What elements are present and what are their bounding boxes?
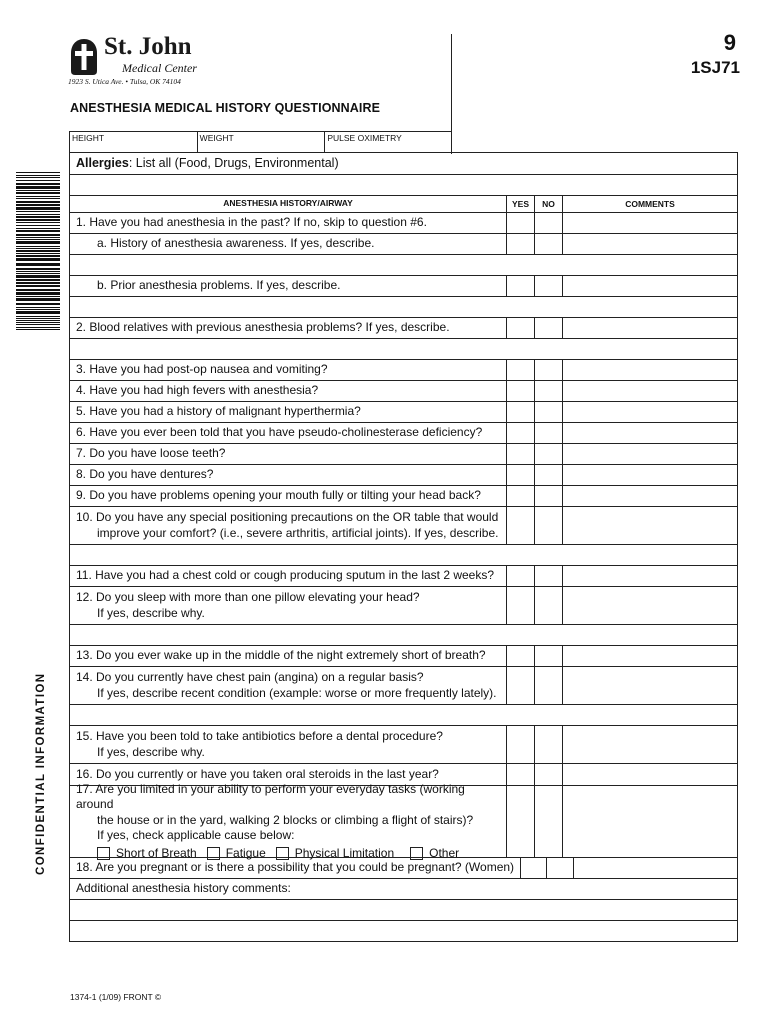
- question-text-cont: the house or in the yard, walking 2 blocks or climbing a flight of stairs)?: [97, 812, 474, 827]
- question-text: a. History of anesthesia awareness. If yes, describe.: [97, 236, 375, 251]
- yes-box[interactable]: [506, 381, 534, 401]
- no-box[interactable]: [534, 764, 562, 785]
- question-text: 1. Have you had anesthesia in the past? If no, skip to question #6.: [76, 215, 427, 230]
- yes-box[interactable]: [506, 213, 534, 233]
- logo-address: 1923 S. Utica Ave. • Tulsa, OK 74104: [68, 77, 181, 86]
- no-box[interactable]: [534, 423, 562, 443]
- no-box[interactable]: [546, 858, 572, 878]
- no-box[interactable]: [534, 507, 562, 544]
- no-box[interactable]: [534, 726, 562, 763]
- question-text: 4. Have you had high fevers with anesthesia?: [76, 383, 319, 398]
- question-text: 18. Are you pregnant or is there a possibility that you could be pregnant? (Women): [76, 860, 515, 875]
- question-row-18: [70, 857, 737, 878]
- question-row-1a: [70, 233, 737, 254]
- answer-line[interactable]: [70, 624, 737, 645]
- yes-box[interactable]: [506, 423, 534, 443]
- no-box[interactable]: [534, 465, 562, 485]
- question-text: 15. Have you been told to take antibiotics before a dental procedure?: [76, 728, 443, 743]
- yes-box[interactable]: [506, 486, 534, 506]
- option-label: Short of Breath: [116, 845, 197, 860]
- comments-box[interactable]: [562, 276, 737, 296]
- height-label: HEIGHT: [72, 133, 105, 143]
- no-box[interactable]: [534, 486, 562, 506]
- question-row-13: [70, 645, 737, 666]
- comments-box[interactable]: [562, 486, 737, 506]
- question-row-9: [70, 485, 737, 506]
- question-text: 7. Do you have loose teeth?: [76, 446, 226, 461]
- comments-box[interactable]: [562, 318, 737, 338]
- additional-comments-line[interactable]: [70, 899, 737, 920]
- question-row-3: [70, 359, 737, 380]
- question-text: 6. Have you ever been told that you have pseudo-cholinesterase deficiency?: [76, 425, 483, 440]
- comments-box[interactable]: [562, 786, 737, 857]
- question-text: 11. Have you had a chest cold or cough producing sputum in the last 2 weeks?: [76, 568, 495, 583]
- comments-box[interactable]: [562, 402, 737, 422]
- table-header: [70, 195, 737, 212]
- cross-icon: [70, 38, 98, 76]
- answer-line[interactable]: [70, 544, 737, 565]
- yes-box[interactable]: [506, 507, 534, 544]
- question-text: 13. Do you ever wake up in the middle of the night extremely short of breath?: [76, 648, 486, 663]
- question-row-6: [70, 422, 737, 443]
- comments-box[interactable]: [562, 423, 737, 443]
- additional-comments-label: Additional anesthesia history comments:: [76, 881, 291, 896]
- yes-header: YES: [506, 196, 534, 212]
- comments-box[interactable]: [562, 667, 737, 704]
- yes-box[interactable]: [506, 764, 534, 785]
- question-row-7: [70, 443, 737, 464]
- no-box[interactable]: [534, 667, 562, 704]
- yes-box[interactable]: [506, 444, 534, 464]
- answer-line[interactable]: [70, 704, 737, 725]
- yes-box[interactable]: [506, 360, 534, 380]
- question-row-8: [70, 464, 737, 485]
- question-text-cont: If yes, check applicable cause below:: [97, 828, 295, 843]
- yes-box[interactable]: [520, 858, 546, 878]
- yes-box[interactable]: [506, 587, 534, 624]
- barcode: [16, 172, 60, 332]
- question-text: b. Prior anesthesia problems. If yes, describe.: [97, 278, 341, 293]
- question-row-10: [70, 506, 737, 544]
- question-text: 5. Have you had a history of malignant hyperthermia?: [76, 404, 361, 419]
- question-text: 9. Do you have problems opening your mouth fully or tilting your head back?: [76, 488, 481, 503]
- comments-box[interactable]: [562, 566, 737, 586]
- comments-box[interactable]: [562, 360, 737, 380]
- no-box[interactable]: [534, 276, 562, 296]
- question-row-14: [70, 666, 737, 704]
- confidential-label: CONFIDENTIAL INFORMATION: [35, 672, 47, 875]
- document-title: ANESTHESIA MEDICAL HISTORY QUESTIONNAIRE: [70, 101, 381, 115]
- yes-box[interactable]: [506, 726, 534, 763]
- question-row-12: [70, 586, 737, 624]
- yes-box[interactable]: [506, 318, 534, 338]
- option-label: Other: [429, 845, 460, 860]
- no-box[interactable]: [534, 234, 562, 254]
- question-text: 16. Do you currently or have you taken oral steroids in the last year?: [76, 766, 439, 781]
- no-box[interactable]: [534, 646, 562, 666]
- questionnaire-form: [69, 152, 738, 942]
- allergies-row[interactable]: [70, 153, 737, 174]
- allergies-label: Allergies: [76, 156, 129, 170]
- form-code: 1SJ71: [690, 58, 740, 77]
- no-box[interactable]: [534, 587, 562, 624]
- question-row-11: [70, 565, 737, 586]
- no-box[interactable]: [534, 318, 562, 338]
- additional-comments-line[interactable]: [70, 920, 737, 941]
- yes-box[interactable]: [506, 646, 534, 666]
- comments-box[interactable]: [562, 213, 737, 233]
- no-box[interactable]: [534, 381, 562, 401]
- comments-box[interactable]: [562, 646, 737, 666]
- no-box[interactable]: [534, 402, 562, 422]
- weight-field[interactable]: [198, 132, 326, 152]
- comments-box[interactable]: [562, 726, 737, 763]
- comments-header: COMMENTS: [562, 196, 737, 212]
- page-number: 9: [723, 30, 736, 55]
- logo-subtitle: Medical Center: [122, 61, 197, 75]
- yes-box[interactable]: [506, 402, 534, 422]
- question-row-1b: [70, 275, 737, 296]
- question-text-cont: If yes, describe recent condition (example: worse or more frequently lately).: [97, 685, 497, 700]
- yes-box[interactable]: [506, 566, 534, 586]
- no-box[interactable]: [534, 786, 562, 857]
- logo-name: St. John: [104, 33, 192, 60]
- no-box[interactable]: [534, 213, 562, 233]
- st-john-logo: [68, 33, 250, 86]
- comments-box[interactable]: [562, 764, 737, 785]
- question-text-cont: If yes, describe why.: [97, 605, 205, 620]
- question-text-cont: If yes, describe why.: [97, 744, 205, 759]
- weight-label: WEIGHT: [199, 133, 234, 143]
- comments-box[interactable]: [562, 465, 737, 485]
- pulse-oximetry-field[interactable]: [325, 132, 452, 152]
- answer-line[interactable]: [70, 296, 737, 317]
- comments-box[interactable]: [562, 587, 737, 624]
- question-row-1: [70, 212, 737, 233]
- yes-box[interactable]: [506, 786, 534, 857]
- no-box[interactable]: [534, 566, 562, 586]
- comments-box[interactable]: [562, 444, 737, 464]
- answer-line[interactable]: [70, 254, 737, 275]
- question-row-15: [70, 725, 737, 763]
- no-header: NO: [534, 196, 562, 212]
- question-text: 3. Have you had post-op nausea and vomiting?: [76, 362, 328, 377]
- vitals-row: [69, 131, 452, 153]
- question-text: 2. Blood relatives with previous anesthesia problems? If yes, describe.: [76, 320, 450, 335]
- answer-line[interactable]: [70, 338, 737, 359]
- comments-box[interactable]: [562, 234, 737, 254]
- question-text: 14. Do you currently have chest pain (angina) on a regular basis?: [76, 669, 424, 684]
- question-text: 10. Do you have any special positioning precautions on the OR table that would: [76, 509, 499, 524]
- no-box[interactable]: [534, 360, 562, 380]
- comments-box[interactable]: [562, 381, 737, 401]
- comments-box[interactable]: [573, 858, 737, 878]
- option-label: Physical Limitation: [294, 845, 395, 860]
- question-row-2: [70, 317, 737, 338]
- question-row-4: [70, 380, 737, 401]
- yes-box[interactable]: [506, 234, 534, 254]
- question-row-17: [70, 781, 737, 860]
- option-label: Fatigue: [225, 845, 266, 860]
- form-footer: 1374-1 (1/09) FRONT ©: [70, 992, 162, 1002]
- yes-box[interactable]: [506, 465, 534, 485]
- section-header: ANESTHESIA HISTORY/AIRWAY: [223, 198, 353, 209]
- allergies-text: : List all (Food, Drugs, Environmental): [128, 156, 339, 170]
- pulse-oximetry-label: PULSE OXIMETRY: [327, 133, 402, 143]
- question-text: 12. Do you sleep with more than one pillow elevating your head?: [76, 589, 420, 604]
- no-box[interactable]: [534, 444, 562, 464]
- yes-box[interactable]: [506, 667, 534, 704]
- question-text: 17. Are you limited in your ability to perform your everyday tasks (working around: [76, 781, 465, 812]
- yes-box[interactable]: [506, 276, 534, 296]
- additional-comments-row[interactable]: [70, 878, 737, 899]
- question-row-5: [70, 401, 737, 422]
- question-text-cont: improve your comfort? (i.e., severe arthritis, artificial joints). If yes, describe.: [97, 525, 499, 540]
- allergies-answer-row[interactable]: [70, 174, 737, 195]
- question-text: 8. Do you have dentures?: [76, 467, 214, 482]
- comments-box[interactable]: [562, 507, 737, 544]
- height-field[interactable]: [70, 132, 198, 152]
